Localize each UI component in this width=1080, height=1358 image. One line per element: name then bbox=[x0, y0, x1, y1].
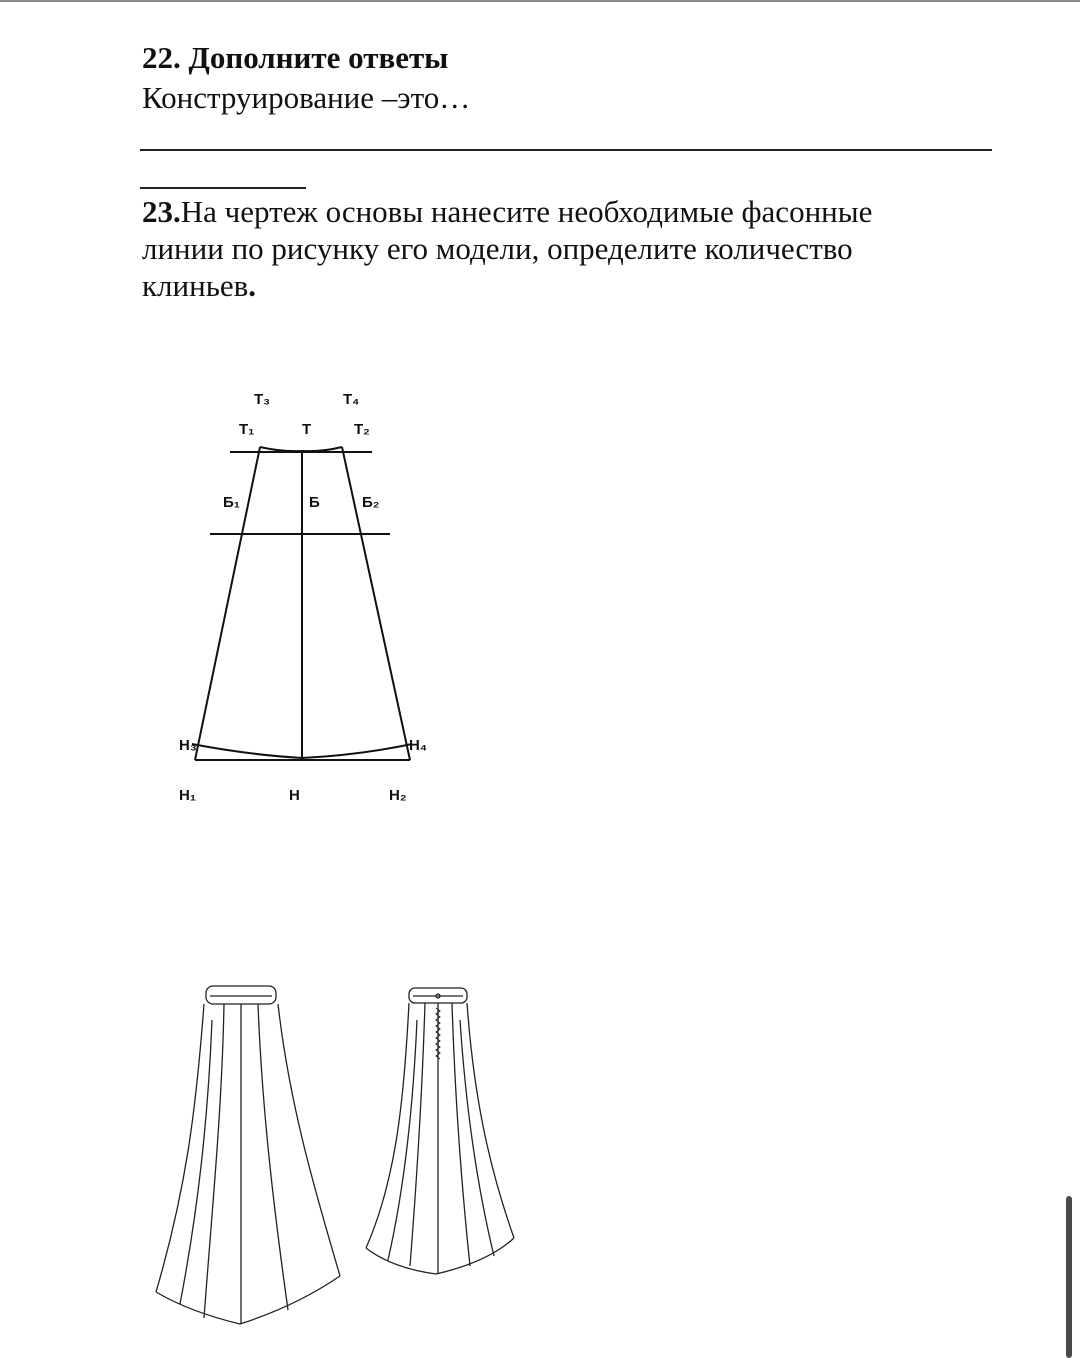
skirt-back-sketch bbox=[366, 988, 514, 1274]
back-seam-1 bbox=[410, 1003, 425, 1266]
question-23-end: . bbox=[248, 268, 256, 303]
label-t3: Т₃ bbox=[254, 391, 271, 408]
scrollbar[interactable] bbox=[1066, 1196, 1072, 1358]
label-b: Б bbox=[309, 494, 320, 511]
front-seam-3 bbox=[258, 1004, 288, 1310]
back-right-side bbox=[467, 1003, 514, 1238]
back-hem bbox=[366, 1238, 514, 1274]
question-22-title: 22. Дополните ответы bbox=[142, 40, 449, 75]
label-t4: Т₄ bbox=[343, 391, 360, 408]
label-h2: Н₂ bbox=[389, 787, 407, 804]
label-h4: Н₄ bbox=[409, 737, 427, 754]
label-b1: Б₁ bbox=[223, 494, 240, 511]
label-t1: Т₁ bbox=[239, 421, 255, 438]
label-h1: Н₁ bbox=[179, 787, 197, 804]
front-seam-4 bbox=[180, 1020, 212, 1304]
label-b2: Б₂ bbox=[362, 494, 380, 511]
front-left-side bbox=[156, 1004, 204, 1292]
question-23-number: 23. bbox=[142, 194, 181, 229]
back-left-side bbox=[366, 1003, 409, 1248]
question-22-prompt: Конструирование –это… bbox=[142, 80, 471, 115]
front-seam-1 bbox=[204, 1004, 224, 1318]
question-23-text: На чертеж основы нанесите необходимые фасонные линии по рисунку его модели, определите количество клиньев bbox=[142, 194, 873, 303]
back-zipper bbox=[436, 1008, 440, 1059]
label-t2: Т₂ bbox=[354, 421, 370, 438]
front-right-side bbox=[278, 1004, 340, 1276]
label-t: Т bbox=[302, 421, 312, 438]
skirt-front-sketch bbox=[156, 986, 340, 1324]
front-waistband bbox=[206, 986, 276, 1004]
waist-curve bbox=[260, 447, 342, 451]
label-h: Н bbox=[289, 787, 300, 804]
label-h3: Н₃ bbox=[179, 737, 197, 754]
